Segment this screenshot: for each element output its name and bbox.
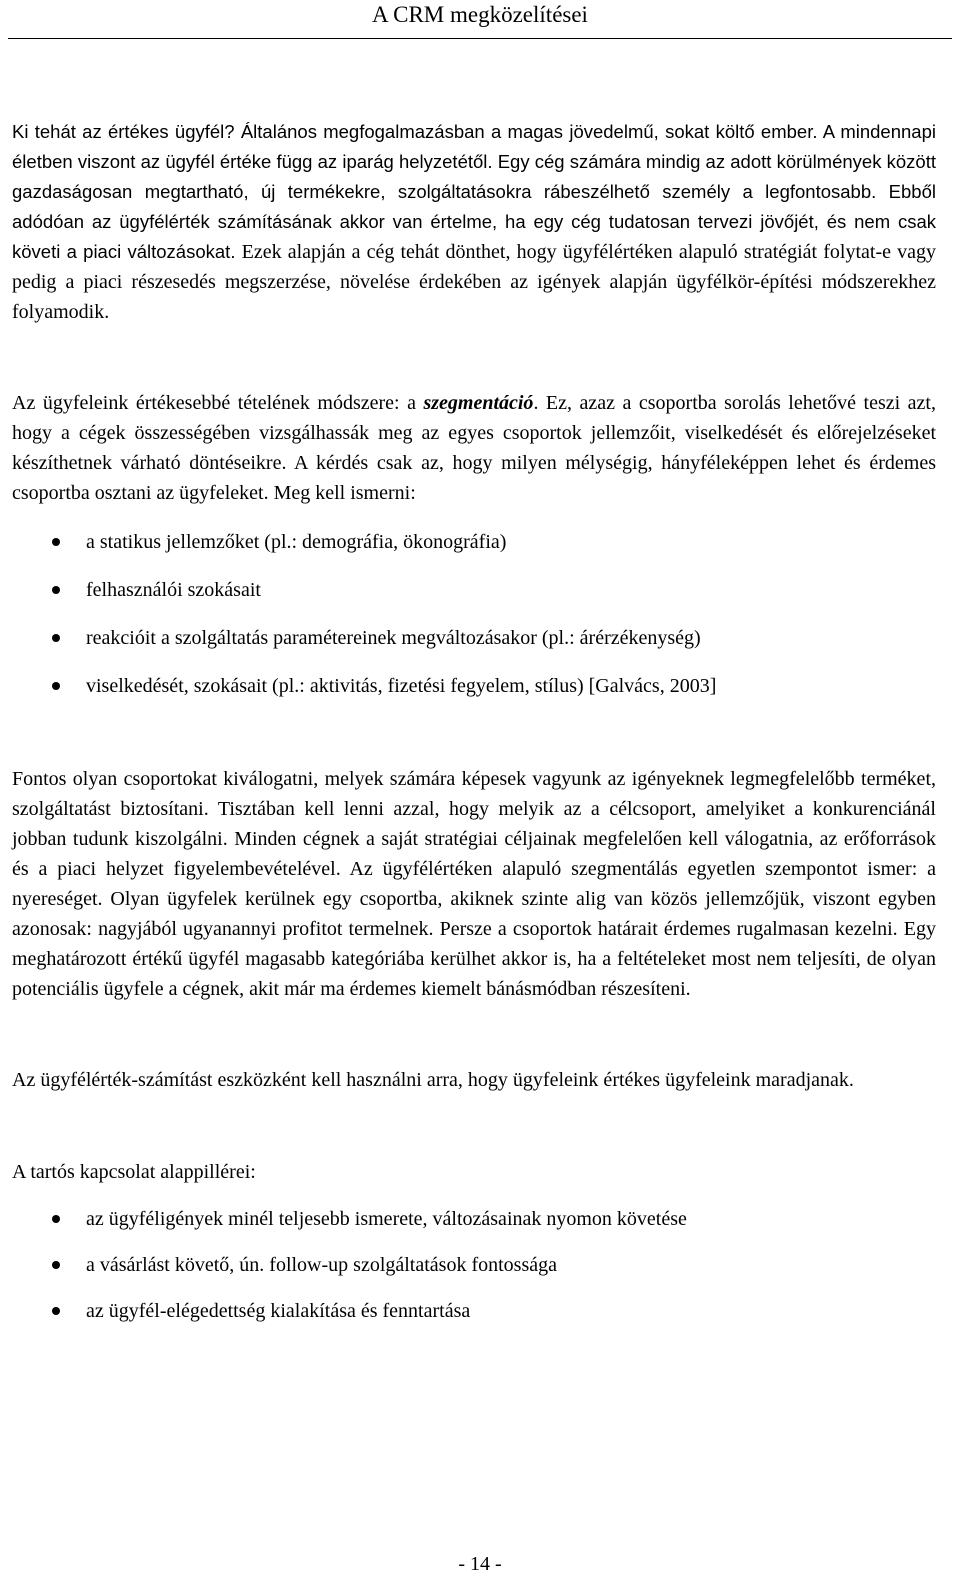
list-item bbox=[12, 575, 936, 605]
paragraph-customer-value-tool: Az ügyfélérték-számítást eszközként kell használni arra, hogy ügyfeleink értékes ügyfeleink maradjanak. bbox=[12, 1069, 854, 1091]
list-item-text: a statikus jellemzőket (pl.: demográfia, ökonográfia) bbox=[86, 531, 507, 553]
paragraph-text: Ki tehát az értékes ügyfél? Általános megfogalmazásban a magas jövedelmű, sokat költő ember. A mindennapi életben viszont az ügyfél értéke függ az iparág helyzetétől. Egy cég számára mindig az adott körülmények között gazdaságosan megtartható, új termékekre, szolgáltatásokra rábeszélhető személy a legfontosabb. bbox=[12, 121, 936, 202]
bullet-icon bbox=[52, 538, 60, 546]
paragraph-customer-value bbox=[12, 117, 936, 327]
page-body bbox=[12, 117, 936, 1326]
spacer bbox=[12, 508, 936, 527]
bullet-icon bbox=[52, 1261, 60, 1269]
bullet-icon bbox=[52, 1307, 60, 1315]
header-title: A CRM megközelítései bbox=[372, 2, 588, 27]
bullet-icon bbox=[52, 1215, 60, 1223]
spacer bbox=[12, 701, 936, 764]
bullet-list-pillars bbox=[12, 1204, 936, 1326]
spacer bbox=[12, 1004, 936, 1065]
spacer bbox=[12, 327, 936, 388]
list-item-text: a vásárlást követő, ún. follow-up szolgáltatások fontossága bbox=[86, 1254, 557, 1276]
paragraph-target-groups: Fontos olyan csoportokat kiválogatni, melyek számára képesek vagyunk az igényeknek legmegfelelőbb terméket, szolgáltatást biztosítani. Tisztában kell lenni azzal, hogy melyik az a célcsoport, amelyiket a konkurenciánál jobban tudunk kiszolgálni. Minden cégnek a saját stratégiai céljainak megfelelően kell válogatnia, az erőforrások és a piaci helyzet figyelembevételével. Az ügyfélértéken alapuló szegmentálás egyetlen szempontot ismer: a nyereséget. Olyan ügyfelek kerülnek egy csoportba, akiknek szinte alig van közös jellemzőjük, viszont egyben azonosak: nagyjából ugyanannyi profitot termelnek. Persze a csoportok határait érdemes rugalmasan kezelni. Egy meghatározott értékű ügyfél magasabb kategóriába kerülhet akkor is, ha a feltételeket most nem teljesíti, de olyan potenciális ügyfele a cégnek, akit már ma érdemes kiemelt bánásmódban részesíteni. bbox=[12, 768, 936, 1000]
list-item-text: viselkedését, szokásait (pl.: aktivitás, fizetési fegyelem, stílus) [Galvács, 2003] bbox=[86, 675, 717, 697]
paragraph-text: Az ügyfeleink értékesebbé tételének módszere: a bbox=[12, 392, 424, 414]
paragraph-segmentation bbox=[12, 388, 936, 508]
list-item bbox=[12, 1204, 936, 1234]
list-item bbox=[12, 1296, 936, 1326]
bullet-list-knowledge bbox=[12, 527, 936, 701]
spacer bbox=[12, 1187, 936, 1204]
header-divider bbox=[8, 38, 952, 39]
list-item bbox=[12, 623, 936, 653]
list-item-text: felhasználói szokásait bbox=[86, 579, 261, 601]
bullet-icon bbox=[52, 682, 60, 690]
emphasized-term: szegmentáció bbox=[423, 392, 534, 414]
page-footer bbox=[0, 1552, 960, 1576]
list-item-text: az ügyfél-elégedettség kialakítása és fenntartása bbox=[86, 1300, 471, 1322]
paragraph-text: Ezek alapján a cég tehát dönthet, hogy ügyfélértéken alapuló stratégiát folytat-e vagy pedig a piaci részesedés megszerzése, növelése érdekében az igények alapján ügyfélkör-építési módszerekhez folyamodik. bbox=[12, 241, 937, 323]
paragraph-text: Ebből adódóan az ügyfélérték számításának akkor van értelme, ha egy cég tudatosan tervezi jövőjét, és nem csak követi a piaci változásokat. bbox=[12, 181, 936, 262]
paragraph-pillars-intro: A tartós kapcsolat alappillérei: bbox=[12, 1161, 256, 1183]
page-header bbox=[0, 2, 960, 40]
page-number: - 14 - bbox=[458, 1553, 502, 1575]
list-item bbox=[12, 1250, 936, 1280]
list-item bbox=[12, 527, 936, 557]
paragraph-text: . Ez, azaz a csoportba sorolás lehetővé teszi azt, hogy a cégek összességében vizsgálhassák meg az egyes csoportok jellemzőit, viselkedését és előrejelzéseket készíthetnek várható döntéseikre. A kérdés csak az, hogy milyen mélységig, hányféleképpen lehet és érdemes csoportba osztani az ügyfeleket. Meg kell ismerni: bbox=[12, 392, 936, 504]
list-item bbox=[12, 671, 936, 701]
list-item-text: reakcióit a szolgáltatás paramétereinek megváltozásakor (pl.: árérzékenység) bbox=[86, 627, 701, 649]
bullet-icon bbox=[52, 586, 60, 594]
list-item-text: az ügyféligények minél teljesebb ismerete, változásainak nyomon követése bbox=[86, 1208, 687, 1230]
spacer bbox=[12, 1095, 936, 1157]
bullet-icon bbox=[52, 634, 60, 642]
